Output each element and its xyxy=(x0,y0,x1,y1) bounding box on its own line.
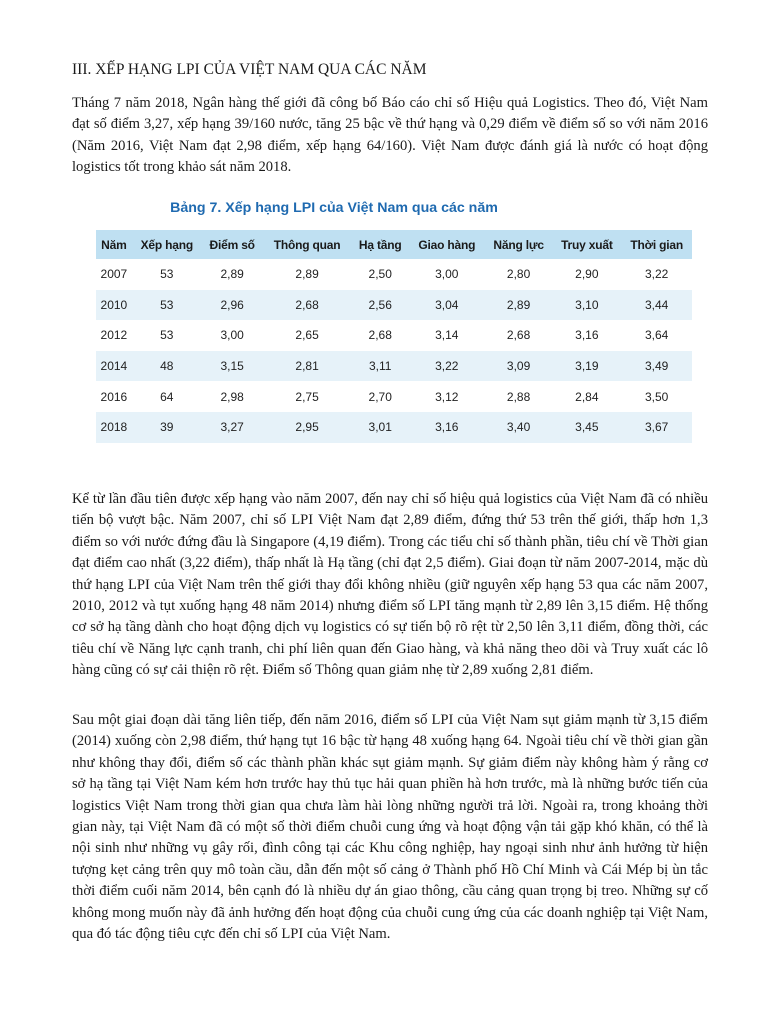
table-cell: 2012 xyxy=(96,320,132,351)
header-timeliness: Thời gian xyxy=(621,230,692,259)
table-cell: 2,65 xyxy=(263,320,352,351)
table-cell: 53 xyxy=(132,320,202,351)
table-row xyxy=(96,320,692,351)
table-title: Bảng 7. Xếp hạng LPI của Việt Nam qua các năm xyxy=(170,200,498,216)
table-cell: 3,27 xyxy=(202,412,263,443)
table-cell: 3,10 xyxy=(552,290,621,321)
table-cell: 2,81 xyxy=(263,351,352,382)
table-cell: 53 xyxy=(132,259,202,290)
table-cell: 3,00 xyxy=(202,320,263,351)
table-cell: 2,70 xyxy=(352,381,409,412)
intro-paragraph: Tháng 7 năm 2018, Ngân hàng thế giới đã công bố Báo cáo chỉ số Hiệu quả Logistics. Theo đó, Việt Nam đạt số điểm 3,27, xếp hạng 39/160 nước, tăng 25 bậc về thứ hạng và 0,29 điểm về điểm số so với năm 2016 (Năm 2016, Việt Nam đạt 2,98 điểm, xếp hạng 64/160). Việt Nam được đánh giá là nước có hoạt động logistics tốt trong khảo sát năm 2018. xyxy=(72,95,708,176)
table-cell: 3,01 xyxy=(352,412,409,443)
table-cell: 48 xyxy=(132,351,202,382)
table-cell: 3,67 xyxy=(621,412,692,443)
table-cell: 2,50 xyxy=(352,259,409,290)
table-cell: 2,98 xyxy=(202,381,263,412)
header-customs: Thông quan xyxy=(263,230,352,259)
table-cell: 3,64 xyxy=(621,320,692,351)
table-cell: 2,88 xyxy=(485,381,553,412)
table-cell: 3,11 xyxy=(352,351,409,382)
table-cell: 2,68 xyxy=(352,320,409,351)
table-cell: 3,12 xyxy=(409,381,485,412)
table-cell: 2,84 xyxy=(552,381,621,412)
table-cell: 2,89 xyxy=(202,259,263,290)
table-cell: 3,09 xyxy=(485,351,553,382)
table-cell: 3,49 xyxy=(621,351,692,382)
header-year: Năm xyxy=(96,230,132,259)
table-cell: 39 xyxy=(132,412,202,443)
table-cell: 3,04 xyxy=(409,290,485,321)
table-cell: 2,96 xyxy=(202,290,263,321)
table-cell: 2007 xyxy=(96,259,132,290)
header-rank: Xếp hạng xyxy=(132,230,202,259)
lpi-table xyxy=(96,230,692,443)
table-row xyxy=(96,351,692,382)
table-row xyxy=(96,412,692,443)
table-cell: 3,50 xyxy=(621,381,692,412)
table-cell: 3,19 xyxy=(552,351,621,382)
table-row xyxy=(96,259,692,290)
table-header-row xyxy=(96,230,692,259)
table-cell: 3,44 xyxy=(621,290,692,321)
table-cell: 2,89 xyxy=(485,290,553,321)
table-cell: 2,89 xyxy=(263,259,352,290)
table-cell: 2016 xyxy=(96,381,132,412)
table-cell: 2,75 xyxy=(263,381,352,412)
table-cell: 3,22 xyxy=(409,351,485,382)
decline-paragraph: Sau một giai đoạn dài tăng liên tiếp, đến năm 2016, điểm số LPI của Việt Nam sụt giảm mạnh từ 3,15 điểm (2014) xuống còn 2,98 điểm, thứ hạng tụt 16 bậc từ hạng 48 xuống hạng 64. Ngoài tiêu chí về thời gian gần như không thay đổi, điểm số các thành phần khác sụt giảm mạnh. Sự giảm điểm này không hàm ý rằng cơ sở hạ tầng tại Việt Nam kém hơn trước hay thủ tục hải quan phiền hà hơn trước, mà là những bước tiến của logistics Việt Nam trong thời gian qua chưa làm hài lòng những người trả lời. Ngoài ra, trong khoảng thời gian này, tại Việt Nam đã có một số thời điểm chuỗi cung ứng và hoạt động vận tải gặp khó khăn, có thể là nội sinh như những vụ gây rối, đình công tại các Khu công nghiệp, hay ngoại sinh như ảnh hưởng từ hiện tượng kẹt cảng trên quy mô toàn cầu, dẫn đến một số cảng ở Thành phố Hồ Chí Minh và Cái Mép bị ùn tắc thời điểm cuối năm 2014, bên cạnh đó là nhiều dự án giao thông, cầu cảng quan trọng bị treo. Những sự cố không mong muốn này đã ảnh hưởng đến hoạt động của chuỗi cung ứng của các doanh nghiệp tại Việt Nam, qua đó tác động tiêu cực đến chỉ số LPI của Việt Nam. xyxy=(72,712,708,943)
table-cell: 3,15 xyxy=(202,351,263,382)
table-cell: 2,68 xyxy=(263,290,352,321)
header-score: Điểm số xyxy=(202,230,263,259)
table-cell: 53 xyxy=(132,290,202,321)
header-competence: Năng lực xyxy=(485,230,553,259)
table-cell: 3,16 xyxy=(552,320,621,351)
table-cell: 3,16 xyxy=(409,412,485,443)
table-cell: 3,22 xyxy=(621,259,692,290)
table-cell: 2018 xyxy=(96,412,132,443)
table-cell: 3,45 xyxy=(552,412,621,443)
history-paragraph: Kể từ lần đầu tiên được xếp hạng vào năm 2007, đến nay chỉ số hiệu quả logistics của Việt Nam đã có nhiều tiến bộ vượt bậc. Năm 2007, chỉ số LPI Việt Nam đạt 2,89 điểm, đứng thứ 53 trên thế giới, thấp hơn 1,3 điểm so với nước đứng đầu là Singapore (4,19 điểm). Trong các tiểu chỉ số thành phần, tiêu chí về Thời gian đạt điểm cao nhất (3,22 điểm), thấp nhất là Hạ tầng (chỉ đạt 2,5 điểm). Giai đoạn từ năm 2007-2014, mặc dù thứ hạng LPI của Việt Nam trên thế giới thay đổi không nhiều (giữ nguyên xếp hạng 53 qua các năm 2007, 2010, 2012 và tụt xuống hạng 48 năm 2014) nhưng điểm số LPI tăng mạnh từ 2,89 lên 3,15 điểm. Hệ thống cơ sở hạ tầng dành cho hoạt động dịch vụ logistics có sự tiến bộ rõ rệt từ 2,50 lên 3,11 điểm, đồng thời, các tiêu chí về Năng lực cạnh tranh, chi phí liên quan đến Giao hàng, và khả năng theo dõi và Truy xuất các lô hàng cũng có sự cải thiện rõ rệt. Điểm số Thông quan giảm nhẹ từ 2,89 xuống 2,81 điểm. xyxy=(72,491,708,679)
table-cell: 2,68 xyxy=(485,320,553,351)
table-cell: 2,90 xyxy=(552,259,621,290)
header-infrastructure: Hạ tầng xyxy=(352,230,409,259)
section-heading: III. XẾP HẠNG LPI CỦA VIỆT NAM QUA CÁC NĂM xyxy=(72,61,427,78)
table-cell: 2,56 xyxy=(352,290,409,321)
table-cell: 2,95 xyxy=(263,412,352,443)
table-cell: 2,80 xyxy=(485,259,553,290)
header-tracking: Truy xuất xyxy=(552,230,621,259)
table-cell: 3,40 xyxy=(485,412,553,443)
table-cell: 64 xyxy=(132,381,202,412)
header-shipments: Giao hàng xyxy=(409,230,485,259)
table-cell: 3,14 xyxy=(409,320,485,351)
table-row xyxy=(96,381,692,412)
table-row xyxy=(96,290,692,321)
table-cell: 3,00 xyxy=(409,259,485,290)
table-cell: 2010 xyxy=(96,290,132,321)
table-cell: 2014 xyxy=(96,351,132,382)
